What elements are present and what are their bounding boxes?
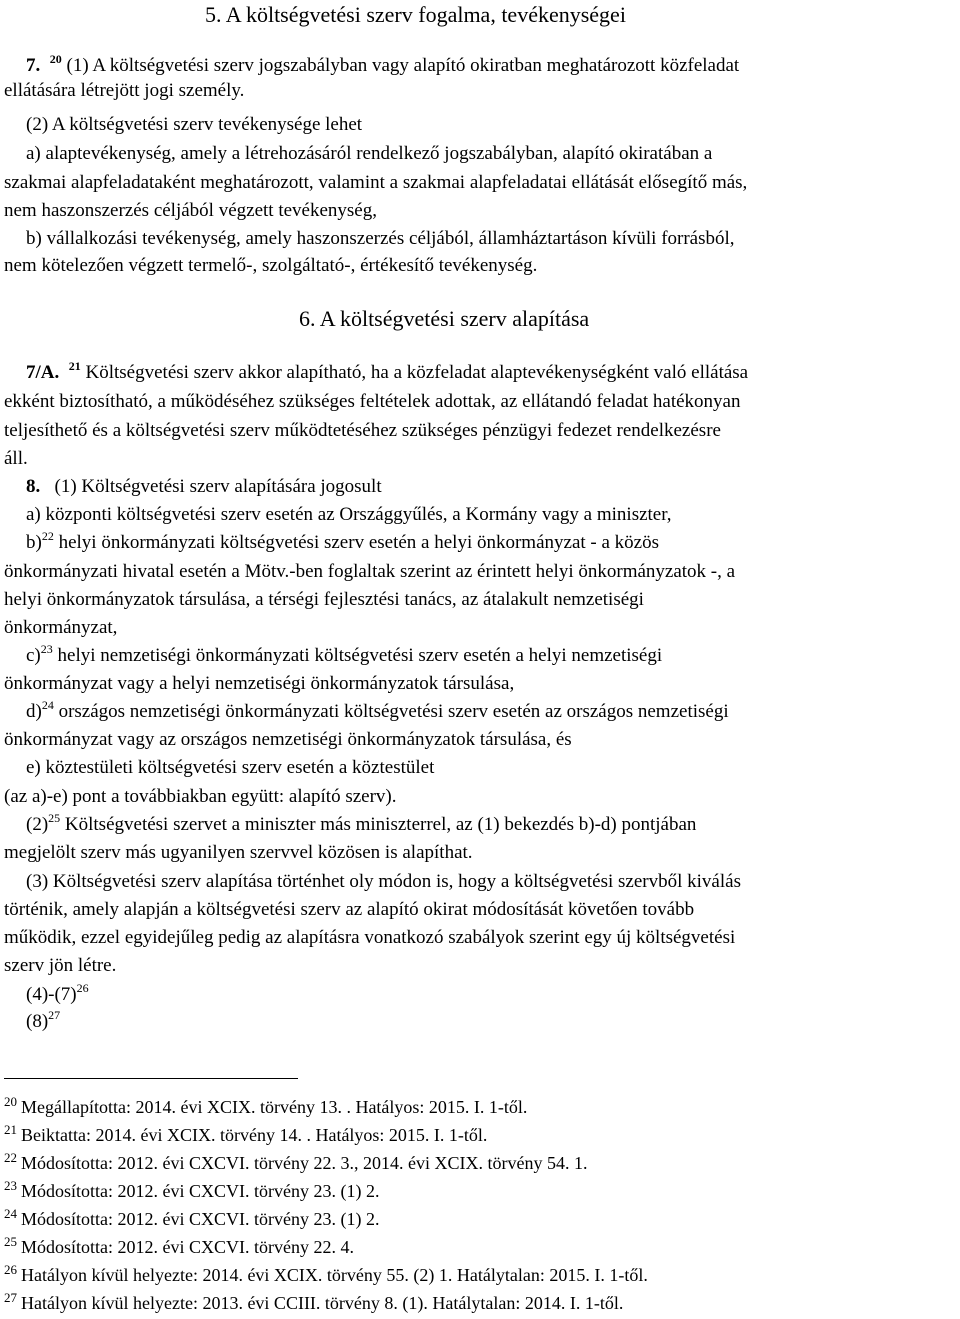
section-8-p3-line-1: (3) Költségvetési szerv alapítása történhet oly módon is, hogy a költségvetési szervből kiválás [26, 871, 741, 892]
section-8-a: a) központi költségvetési szerv esetén az Országgyűlés, a Kormány vagy a miniszter, [26, 504, 672, 525]
section-7a-line-2: ekként biztosítható, a működéséhez szükséges feltételek adottak, az ellátandó feladat hatékonyan [4, 391, 741, 412]
section-7-p2: (2) A költségvetési szerv tevékenysége lehet [26, 114, 363, 135]
footnote-text: Módosította: 2012. évi CXCVI. törvény 22. 4. [21, 1237, 354, 1257]
footnote-separator [4, 1078, 298, 1079]
footnote [4, 1122, 488, 1147]
footnote-ref[interactable]: 20 [49, 52, 62, 66]
section-8-p2-line-2: megjelölt szerv más ugyanilyen szervvel közösen is alapíthat. [4, 842, 473, 863]
footnote-ref[interactable]: 25 [48, 811, 61, 825]
footnote-number: 21 [4, 1122, 17, 1137]
footnote-ref[interactable]: 27 [48, 1008, 61, 1022]
section-8-p3-line-2: történik, amely alapján a költségvetési szerv az alapító okirat módosítását követően tovább [4, 899, 695, 920]
section-number: 8. [26, 476, 41, 497]
footnote-number: 26 [4, 1262, 17, 1277]
section-8-b-line-2: önkormányzati hivatal esetén a Mötv.-ben foglaltak szerint az érintett helyi önkormányzatok -, a [4, 561, 736, 582]
item-label: c) [26, 645, 41, 666]
footnote-ref[interactable]: 23 [40, 642, 53, 656]
section-8-p3-line-4: szerv jön létre. [4, 955, 117, 976]
section-8-p8 [26, 1008, 61, 1034]
section-7a-line-3: teljesíthető és a költségvetési szerv működtetéséhez szükséges pénzügyi fedezet rendelkezésre [4, 420, 721, 441]
item-label: d) [26, 701, 42, 722]
footnote-ref[interactable]: 24 [41, 698, 54, 712]
section-7-a-line-3: nem haszonszerzés céljából végzett tevékenység, [4, 200, 377, 221]
section-number: 7. [26, 55, 41, 76]
footnote [4, 1234, 354, 1259]
section-7-line-1 [26, 52, 740, 78]
footnote-text: Hatályon kívül helyezte: 2014. évi XCIX. törvény 55. (2) 1. Hatálytalan: 2015. I. 1-től. [21, 1265, 648, 1285]
section-7a-line-4: áll. [4, 448, 28, 469]
item-text: helyi nemzetiségi önkormányzati költségvetési szerv esetén a helyi nemzetiségi [57, 645, 663, 666]
section-7-b-line-2: nem kötelezően végzett termelő-, szolgáltató-, értékesítő tevékenység. [4, 255, 538, 276]
footnote-number: 23 [4, 1178, 17, 1193]
item-label: (4)-(7) [26, 984, 77, 1005]
section-8-d-line-2: önkormányzat vagy az országos nemzetiségi önkormányzatok társulása, és [4, 729, 572, 750]
footnote-text: Megállapította: 2014. évi XCIX. törvény 13. . Hatályos: 2015. I. 1-től. [21, 1097, 528, 1117]
item-label: (2) [26, 814, 49, 835]
item-text: helyi önkormányzati költségvetési szerv esetén a helyi önkormányzat - a közös [58, 532, 659, 553]
section-8-summary: (az a)-e) pont a továbbiakban együtt: alapító szerv). [4, 786, 397, 807]
section-7-line-2: ellátására létrejött jogi személy. [4, 80, 245, 101]
section-8-line-1 [26, 476, 382, 498]
section-8-p3-line-3: működik, ezzel egyidejűleg pedig az alapításra vonatkozó szabályok szerint egy új költségvetési [4, 927, 736, 948]
footnote-text: Beiktatta: 2014. évi XCIX. törvény 14. . Hatályos: 2015. I. 1-től. [21, 1125, 488, 1145]
footnote-number: 22 [4, 1150, 17, 1165]
section-8-b-line-1 [26, 529, 659, 555]
footnote-ref[interactable]: 21 [68, 359, 81, 373]
section-heading-5: 5. A költségvetési szerv fogalma, tevékenységei [205, 2, 626, 27]
footnote-number: 27 [4, 1290, 17, 1305]
section-8-c-line-2: önkormányzat vagy a helyi nemzetiségi önkormányzatok társulása, [4, 673, 515, 694]
footnote [4, 1290, 624, 1315]
footnote-text: Hatályon kívül helyezte: 2013. évi CCIII. törvény 8. (1). Hatálytalan: 2014. I. 1-től. [21, 1293, 624, 1313]
footnote [4, 1150, 588, 1175]
footnote [4, 1206, 380, 1231]
section-8-b-line-3: helyi önkormányzatok társulása, a térségi fejlesztési tanács, az átalakult nemzetiségi [4, 589, 644, 610]
footnote-text: Módosította: 2012. évi CXCVI. törvény 22. 3., 2014. évi XCIX. törvény 54. 1. [21, 1153, 588, 1173]
footnote-number: 20 [4, 1094, 17, 1109]
item-label: b) [26, 532, 42, 553]
item-label: (8) [26, 1011, 49, 1032]
footnote-ref[interactable]: 22 [41, 529, 54, 543]
section-7-b-line-1: b) vállalkozási tevékenység, amely haszonszerzés céljából, államháztartáson kívüli forrásból, [26, 228, 735, 249]
item-text: országos nemzetiségi önkormányzati költségvetési szerv esetén az országos nemzetiségi [58, 701, 729, 722]
footnote-ref[interactable]: 26 [76, 981, 89, 995]
footnote-number: 25 [4, 1234, 17, 1249]
footnote [4, 1262, 648, 1287]
footnote-text: Módosította: 2012. évi CXCVI. törvény 23. (1) 2. [21, 1181, 380, 1201]
section-8-p2-line-1 [26, 811, 697, 837]
section-7a-text: Költségvetési szerv akkor alapítható, ha a közfeladat alaptevékenységként való ellátása [85, 362, 749, 383]
section-number: 7/A. [26, 362, 60, 383]
footnote [4, 1178, 380, 1203]
section-heading-6: 6. A költségvetési szerv alapítása [299, 306, 590, 331]
section-8-e: e) köztestületi költségvetési szerv esetén a köztestület [26, 757, 435, 778]
paragraph-sign [45, 476, 50, 497]
section-8-d-line-1 [26, 698, 729, 724]
footnote-number: 24 [4, 1206, 17, 1221]
section-8-p4-7 [26, 981, 89, 1007]
section-7a-line-1 [26, 359, 749, 385]
section-7-text: (1) A költségvetési szerv jogszabályban vagy alapító okiratban meghatározott közfeladat [66, 55, 740, 76]
section-8-b-line-4: önkormányzat, [4, 617, 118, 638]
section-7-a-line-1: a) alaptevékenység, amely a létrehozásáról rendelkező jogszabályban, alapító okiratában a [26, 143, 713, 164]
footnote [4, 1094, 528, 1119]
section-8-c-line-1 [26, 642, 663, 668]
footnote-text: Módosította: 2012. évi CXCVI. törvény 23. (1) 2. [21, 1209, 380, 1229]
section-8-p1: (1) Költségvetési szerv alapítására jogosult [54, 476, 382, 497]
section-7-a-line-2: szakmai alapfeladataként meghatározott, valamint a szakmai alapfeladatai ellátását elősegítő más, [4, 172, 748, 193]
item-text: Költségvetési szervet a miniszter más miniszterrel, az (1) bekezdés b)-d) pontjában [64, 814, 697, 835]
